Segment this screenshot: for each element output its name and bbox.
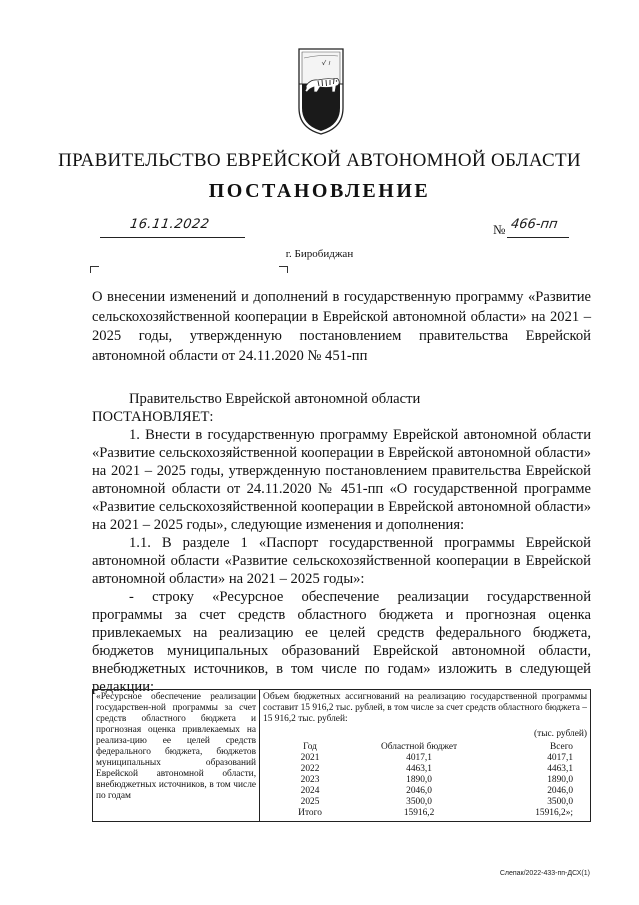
date-underline [100, 236, 245, 238]
corner-mark-right [279, 266, 288, 273]
document-type: ПОСТАНОВЛЕНИЕ [208, 180, 431, 202]
cell-total: 4017,1 [547, 753, 573, 763]
budget-table [263, 742, 587, 819]
cell-regional: 1890,0 [406, 775, 432, 785]
cell-year: 2024 [300, 786, 320, 796]
body-paragraph: 1.1. В разделе 1 «Паспорт государственной программы Еврейской автономной области «Развитие сельскохозяйственной кооперации в Еврейской автономной области» на 2021 – 2025 годы»: [92, 535, 591, 587]
footer-reference: Слепак/2022-433-пп-ДСХ(1) [499, 870, 590, 877]
table-row [263, 764, 587, 775]
cell-total: 2046,0 [547, 786, 573, 796]
header-regional: Областной бюджет [380, 742, 458, 752]
cell-total: 15916,2»; [535, 808, 573, 818]
cell-year: 2022 [300, 764, 320, 774]
cell-year: Итого [298, 808, 322, 818]
cell-total: 1890,0 [547, 775, 573, 785]
table-header-row [263, 742, 587, 753]
number-underline [507, 236, 569, 238]
header-year: Год [303, 742, 317, 752]
body-paragraph: 1. Внести в государственную программу Еврейской автономной области «Развитие сельскохозяйственной кооперации в Еврейской автономной области» на 2021 – 2025 годы, утвержденную постановлением правительства Еврейской автономной области от 24.11.2020 № 451-пп «О государственной программе «Развитие сельскохозяйственной кооперации в Еврейской автономной области» на 2021 – 2025 годы», следующие изменения и дополнения: [92, 427, 591, 533]
table-row [263, 786, 587, 797]
table-right-cell [260, 690, 591, 822]
resource-table [92, 689, 591, 822]
cell-regional: 4463,1 [406, 764, 432, 774]
cell-regional: 15916,2 [403, 808, 435, 818]
table-left-cell: «Ресурсное обеспечение реализации государствен-ной программы за счет средств областного бюджета и прогнозная оценка привлекаемых на реализа-цию ее целей средств федерального бюджета, бюджетов муниципальных образований Еврейской автономной области, внебюджетных источников, в том числе по годам [93, 690, 260, 822]
body-paragraph: Правительство Еврейской автономной области [129, 391, 421, 407]
document-date: 16.11.2022 [128, 217, 211, 232]
corner-mark-left [90, 266, 99, 273]
cell-regional: 3500,0 [406, 797, 432, 807]
government-title: ПРАВИТЕЛЬСТВО ЕВРЕЙСКОЙ АВТОНОМНОЙ ОБЛАСТИ [58, 150, 581, 171]
cell-total: 3500,0 [547, 797, 573, 807]
cell-year: 2021 [300, 753, 320, 763]
city-label: г. Биробиджан [285, 248, 354, 260]
table-units: (тыс. рублей) [533, 729, 587, 739]
header-total: Всего [550, 742, 573, 752]
document-number: 466-пп [509, 217, 559, 232]
table-row [263, 808, 587, 819]
cell-regional: 4017,1 [406, 753, 432, 763]
cell-total: 4463,1 [547, 764, 573, 774]
table-row [263, 775, 587, 786]
body-paragraph: ПОСТАНОВЛЯЕТ: [92, 409, 214, 425]
cell-regional: 2046,0 [406, 786, 432, 796]
emblem-icon [296, 46, 346, 136]
number-label: № [493, 222, 506, 237]
cell-year: 2023 [300, 775, 320, 785]
cell-year: 2025 [300, 797, 320, 807]
body-paragraph: - строку «Ресурсное обеспечение реализации государственной программы за счет средств областного бюджета и прогнозная оценка привлекаемых на реализацию ее целей средств федерального бюджета, бюджетов муниципальных образований Еврейской автономной области, внебюджетных источников, в том числе по годам» изложить в следующей редакции: [92, 589, 591, 695]
document-subject: О внесении изменений и дополнений в государственную программу «Развитие сельскохозяйственной кооперации в Еврейской автономной области» на 2021 – 2025 годы, утвержденную постановлением правительства Еврейской автономной области от 24.11.2020 № 451-пп [92, 289, 591, 364]
table-intro: Объем бюджетных ассигнований на реализацию государственной программы составит 15 916,2 тыс. рублей, в том числе за счет средств областного бюджета – 15 916,2 тыс. рублей: [263, 692, 587, 724]
table-row [263, 797, 587, 808]
table-row [263, 753, 587, 764]
document-body [92, 390, 591, 696]
